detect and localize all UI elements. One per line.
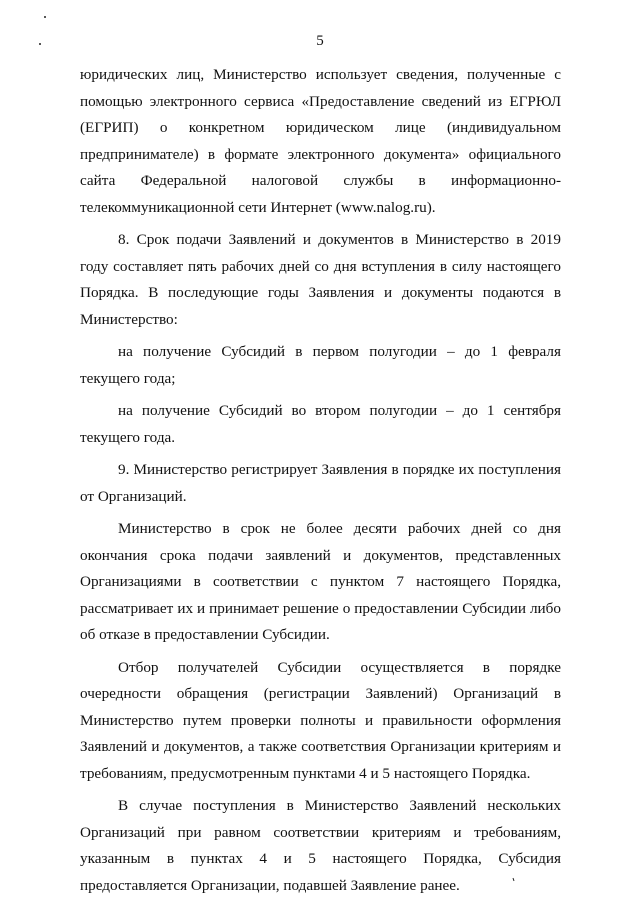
- paragraph-continuation: юридических лиц, Министерство использует сведения, полученные с помощью электронного сервиса «Предоставление сведений из ЕГРЮЛ (ЕГРИП) о конкретном юридическом лице (индивидуальном предпринимателе) в формате электронного документа» официального сайта Федеральной налоговой службы в информационно-телекоммуникационной сети Интернет (www.nalog.ru).: [80, 66, 561, 216]
- paragraph-item-8: 8. Срок подачи Заявлений и документов в Министерство в 2019 году составляет пять рабочих дней со дня вступления в силу настоящего Порядка. В последующие годы Заявления и документы подаются в Министерство:: [80, 231, 561, 328]
- paragraph-second-half-deadline: на получение Субсидий во втором полугодии – до 1 сентября текущего года.: [80, 402, 561, 446]
- scan-speck: [44, 16, 46, 18]
- document-body: [80, 62, 561, 899]
- paragraph-selection: Отбор получателей Субсидии осуществляется в порядке очередности обращения (регистрации Заявлений) Организаций в Министерство путем проверки полноты и правильности оформления Заявлений и документов, а также соответствия Организации критериям и требованиям, предусмотренным пунктами 4 и 5 настоящего Порядка.: [80, 658, 561, 782]
- paragraph-first-half-deadline: на получение Субсидий в первом полугодии – до 1 февраля текущего года;: [80, 343, 561, 387]
- page-number: 5: [316, 33, 324, 49]
- paragraph-review-term: Министерство в срок не более десяти рабочих дней со дня окончания срока подачи заявлений и документов, представленных Организациями в соответствии с пунктом 7 настоящего Порядка, рассматривает их и принимает решение о предоставлении Субсидии либо об отказе в предоставлении Субсидии.: [80, 520, 561, 643]
- paragraph-equal-compliance: В случае поступления в Министерство Заявлений нескольких Организаций при равном соответствии критериям и требованиям, указанным в пунктах 4 и 5 настоящего Порядка, Субсидия предоставляется Организации, подавшей Заявление ранее.: [80, 797, 561, 894]
- paragraph-item-9: 9. Министерство регистрирует Заявления в порядке их поступления от Организаций.: [80, 461, 561, 505]
